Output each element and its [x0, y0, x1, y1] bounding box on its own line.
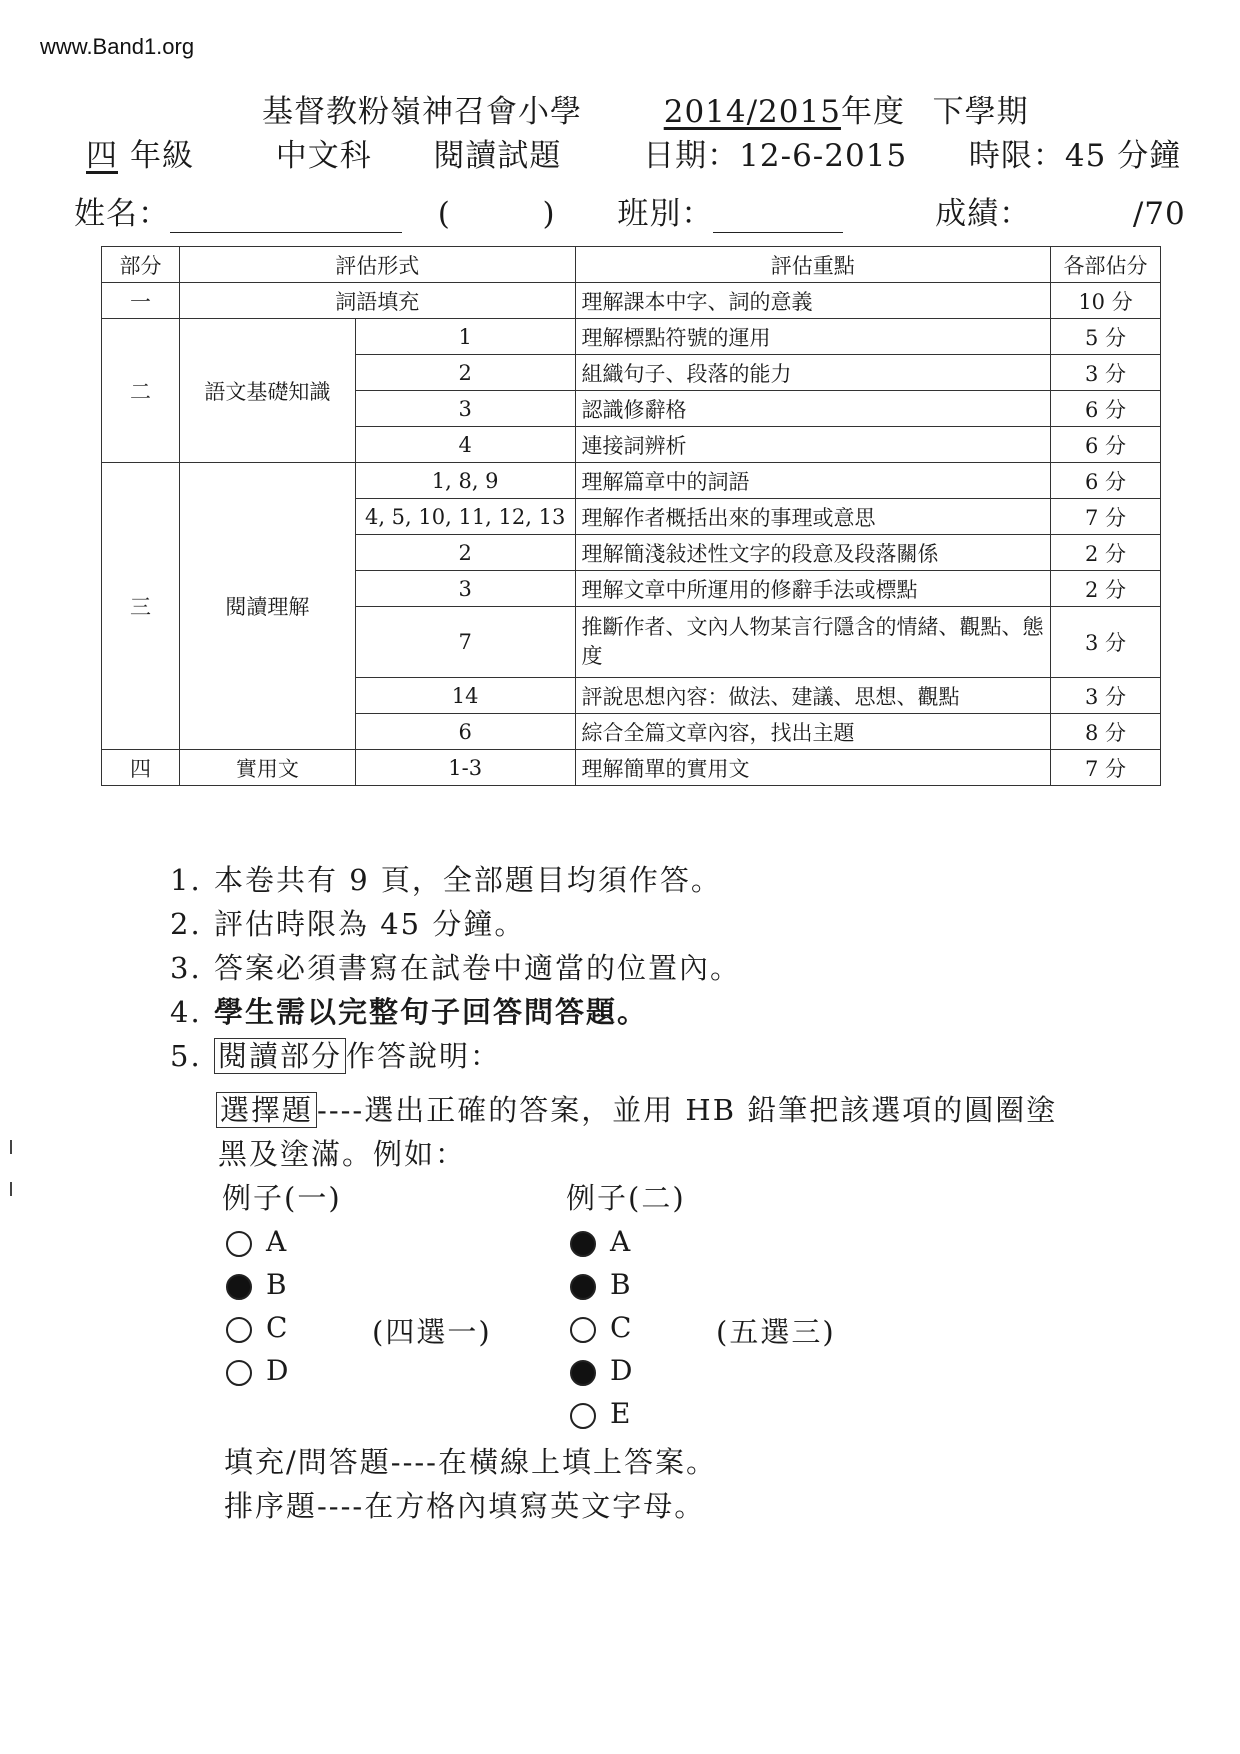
- assessment-table: [101, 246, 1161, 786]
- question-number: 3: [355, 391, 575, 427]
- option-label: A: [610, 1225, 631, 1258]
- instruction-number: 1.: [170, 863, 202, 897]
- header-line-3: [74, 188, 1186, 233]
- part-score: 7 分: [1051, 750, 1161, 786]
- school-year-suffix: 年度: [840, 94, 905, 130]
- part-number: 四: [102, 750, 180, 786]
- table-row: [102, 319, 1161, 355]
- instruction-number: 3.: [170, 951, 202, 985]
- part-score: 2 分: [1051, 571, 1161, 607]
- question-number: 1-3: [355, 750, 575, 786]
- part-score: 3 分: [1051, 678, 1161, 714]
- assessment-focus: 組織句子、段落的能力: [575, 355, 1051, 391]
- mc-instruction-continued: 黑及塗滿。例如：: [218, 1137, 467, 1171]
- score-total: /70: [1132, 196, 1186, 232]
- assessment-form: 語文基礎知識: [179, 319, 355, 463]
- ordering-instruction: 排序題----在方格內填寫英文字母。: [224, 1489, 706, 1523]
- part-score: 5 分: [1051, 319, 1161, 355]
- empty-bubble-icon: [226, 1360, 252, 1386]
- option-label: D: [610, 1354, 633, 1387]
- score-label: 成績：: [935, 196, 1032, 232]
- assessment-focus: 綜合全篇文章內容，找出主題: [575, 714, 1051, 750]
- grade-value: 四: [86, 138, 118, 174]
- example-1-option: [226, 1308, 287, 1348]
- fill-in-instruction: 填充/問答題----在橫線上填上答案。: [224, 1445, 717, 1479]
- assessment-focus: 推斷作者、文內人物某言行隱含的情緒、觀點、態度: [575, 607, 1051, 678]
- header-part: 部分: [102, 247, 180, 283]
- grade-label: 年級: [130, 138, 194, 174]
- table-row: [102, 283, 1161, 319]
- header-form: 評估形式: [179, 247, 575, 283]
- instruction-number: 2.: [170, 907, 202, 941]
- part-score: 3 分: [1051, 607, 1161, 678]
- assessment-focus: 連接詞辨析: [575, 427, 1051, 463]
- question-number: 2: [355, 535, 575, 571]
- assessment-form: 詞語填充: [179, 283, 575, 319]
- example-2-title: 例子(二): [566, 1181, 686, 1215]
- question-number: 14: [355, 678, 575, 714]
- table-row: [102, 750, 1161, 786]
- scan-mark: [10, 1182, 12, 1196]
- school-name: 基督教粉嶺神召會小學: [262, 94, 582, 130]
- instruction-number: 5.: [170, 1039, 202, 1073]
- example-1-option: [226, 1351, 288, 1391]
- assessment-form: 閱讀理解: [179, 463, 355, 750]
- header-line-1: [262, 86, 1029, 131]
- part-score: 6 分: [1051, 391, 1161, 427]
- header-line-2: [74, 130, 1181, 175]
- part-score: 10 分: [1051, 283, 1161, 319]
- time-limit: 時限：45 分鐘: [968, 138, 1182, 174]
- part-number: 二: [102, 319, 180, 463]
- question-number: 3: [355, 571, 575, 607]
- assessment-focus: 評說思想內容：做法、建議、思想、觀點: [575, 678, 1051, 714]
- assessment-focus: 理解標點符號的運用: [575, 319, 1051, 355]
- empty-bubble-icon: [570, 1403, 596, 1429]
- instruction-item: [170, 902, 741, 946]
- example-1-title: 例子(一): [222, 1181, 342, 1215]
- subject: 中文科: [275, 138, 372, 174]
- instruction-item: [170, 858, 741, 902]
- header-score: 各部佔分: [1051, 247, 1161, 283]
- example-2-option: [570, 1265, 631, 1305]
- part-score: 3 分: [1051, 355, 1161, 391]
- instruction-text: 評估時限為 45 分鐘。: [214, 907, 526, 941]
- example-1-option: [226, 1222, 286, 1262]
- part-number: 一: [102, 283, 180, 319]
- part-number: 三: [102, 463, 180, 750]
- instruction-text: 本卷共有 9 頁，全部題目均須作答。: [214, 863, 722, 897]
- reading-section-label: 閱讀部分: [214, 1038, 346, 1074]
- table-row: [102, 463, 1161, 499]
- part-score: 7 分: [1051, 499, 1161, 535]
- part-score: 6 分: [1051, 463, 1161, 499]
- class-number-close: ): [542, 196, 556, 232]
- mc-text: ----選出正確的答案，並用 HB 鉛筆把該選項的圓圈塗: [317, 1093, 1058, 1127]
- header-focus: 評估重點: [575, 247, 1051, 283]
- filled-bubble-icon: [226, 1274, 252, 1300]
- instruction-item: [170, 990, 741, 1034]
- watermark: www.Band1.org: [40, 34, 195, 59]
- instruction-number: 4.: [170, 995, 202, 1029]
- term: 下學期: [932, 94, 1029, 130]
- example-2-option: [570, 1308, 631, 1348]
- option-label: D: [266, 1354, 289, 1387]
- option-label: A: [266, 1225, 287, 1258]
- name-field[interactable]: [170, 202, 402, 233]
- example-2-note: (五選三): [716, 1315, 836, 1349]
- class-label: 班別：: [617, 196, 714, 232]
- option-label: C: [610, 1311, 632, 1344]
- scan-mark: [10, 1140, 12, 1154]
- filled-bubble-icon: [570, 1360, 596, 1386]
- part-score: 6 分: [1051, 427, 1161, 463]
- question-number: 1: [355, 319, 575, 355]
- assessment-focus: 理解簡淺敍述性文字的段意及段落關係: [575, 535, 1051, 571]
- assessment-focus: 理解簡單的實用文: [575, 750, 1051, 786]
- assessment-focus: 理解課本中字、詞的意義: [575, 283, 1051, 319]
- table-header-row: [102, 247, 1161, 283]
- assessment-focus: 理解文章中所運用的修辭手法或標點: [575, 571, 1051, 607]
- empty-bubble-icon: [226, 1317, 252, 1343]
- example-2-option: [570, 1351, 632, 1391]
- instruction-text: 學生需以完整句子回答問答題。: [214, 995, 649, 1029]
- filled-bubble-icon: [570, 1274, 596, 1300]
- class-field[interactable]: [713, 202, 843, 233]
- name-label: 姓名：: [74, 196, 170, 232]
- assessment-focus: 認識修辭格: [575, 391, 1051, 427]
- example-1-note: (四選一): [372, 1315, 492, 1349]
- example-1-option: [226, 1265, 287, 1305]
- instruction-text: 作答說明：: [346, 1039, 502, 1073]
- assessment-focus: 理解篇章中的詞語: [575, 463, 1051, 499]
- assessment-form: 實用文: [179, 750, 355, 786]
- option-label: E: [610, 1397, 631, 1430]
- question-number: 6: [355, 714, 575, 750]
- option-label: B: [610, 1268, 631, 1301]
- instruction-item: [170, 1034, 741, 1078]
- question-number: 2: [355, 355, 575, 391]
- school-year: 2014/2015: [663, 94, 841, 130]
- question-number: 4, 5, 10, 11, 12, 13: [355, 499, 575, 535]
- question-number: 4: [355, 427, 575, 463]
- exam-date: 日期：12-6-2015: [643, 138, 908, 174]
- part-score: 8 分: [1051, 714, 1161, 750]
- empty-bubble-icon: [570, 1317, 596, 1343]
- empty-bubble-icon: [226, 1231, 252, 1257]
- example-2-option: [570, 1394, 630, 1434]
- class-number-open: (: [437, 196, 451, 232]
- option-label: B: [266, 1268, 287, 1301]
- assessment-focus: 理解作者概括出來的事理或意思: [575, 499, 1051, 535]
- mc-label: 選擇題: [216, 1092, 317, 1128]
- filled-bubble-icon: [570, 1231, 596, 1257]
- part-score: 2 分: [1051, 535, 1161, 571]
- mc-instruction: [216, 1088, 1057, 1129]
- instructions-list: [170, 858, 741, 1078]
- option-label: C: [266, 1311, 288, 1344]
- question-number: 7: [355, 607, 575, 678]
- instruction-text: 答案必須書寫在試卷中適當的位置內。: [214, 951, 742, 985]
- question-number: 1, 8, 9: [355, 463, 575, 499]
- paper-title: 閱讀試題: [433, 138, 562, 174]
- instruction-item: [170, 946, 741, 990]
- example-2-option: [570, 1222, 630, 1262]
